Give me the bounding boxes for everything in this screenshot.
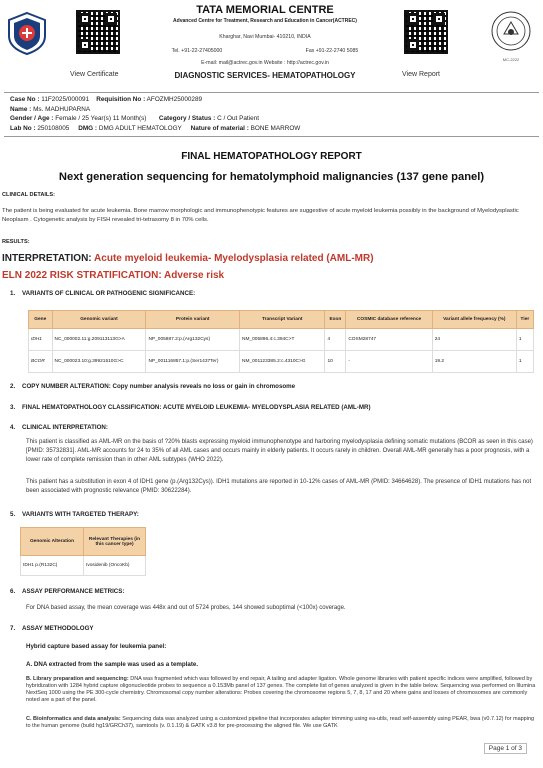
- col-vaf: Variant allele frequency (%): [432, 311, 516, 329]
- section-1-number: 1.: [10, 290, 16, 297]
- report-subtitle: Next generation sequencing for hematolymphoid malignancies (137 gene panel): [58, 171, 485, 183]
- requisition-no: AFOZMH25000289: [146, 96, 203, 103]
- section-6-heading: [10, 588, 124, 595]
- section-3-title: FINAL HEMATOPATHOLOGY CLASSIFICATION: ACUTE MYELOID LEUKEMIA- MYELODYSPLASIA RELATED (AML-MR): [22, 404, 371, 411]
- section-2-title: COPY NUMBER ALTERATION: Copy number analysis reveals no loss or gain in chromosome: [22, 383, 296, 390]
- section-5-title: VARIANTS WITH TARGETED THERAPY:: [22, 511, 139, 518]
- report-title: FINAL HEMATOPATHOLOGY REPORT: [181, 151, 362, 162]
- nabl-seal-icon: [490, 10, 532, 52]
- seal-code: MC-2222: [502, 57, 520, 62]
- section-5-number: 5.: [10, 511, 16, 518]
- shield-logo-icon: [4, 10, 50, 56]
- section-1-title: VARIANTS OF CLINICAL OR PATHOGENIC SIGNIFICANCE:: [22, 290, 196, 297]
- section-7-number: 7.: [10, 625, 16, 632]
- vaf-cell: 19.2: [432, 351, 516, 373]
- tel-number: Tel. +91-22-27405000: [171, 48, 223, 54]
- results-label: RESULTS:: [2, 239, 30, 245]
- clinical-interpretation-p1: This patient is classified as AML-MR on the basis of ?20% blasts expressing myeloid immunophenotype and harboring myelodysplasia defining somatic mutations (BCOR as seen in this case) [PMID: 35732831]. AML-MR accounts for 24 to 35% of all AML cases and occurs mainly in elderly patients. It occurs rarely in children. Overall AML-MR generally has a poor prognosis, with a lower rate of complete remission than in other AML subtypes (WHO 2022).: [26, 439, 533, 464]
- tier-cell: 1: [516, 351, 533, 373]
- table-row: [21, 556, 146, 576]
- hospital-subtitle: Advanced Centre for Treatment, Research and Education in Cancer(ACTREC): [173, 18, 357, 24]
- dmg-label: DMG :: [78, 124, 98, 132]
- col-cosmic: COSMIC database reference: [346, 311, 432, 329]
- col-exon: Exon: [325, 311, 346, 329]
- material-label: Nature of material :: [190, 124, 249, 132]
- col-tier: Tier: [516, 311, 533, 329]
- genomic-cell: NC_000002.11:g.209113113G>A: [52, 329, 146, 351]
- accreditation-seal: [490, 10, 532, 60]
- section-7-title: ASSAY METHODOLOGY: [22, 625, 94, 632]
- clinical-details-text: The patient is being evaluated for acute leukemia. Bone marrow morphologic and immunophenotypic features are suggestive of acute myeloid leukemia possibly in the background of Myelodysplastic Neoplasm . Cytogenetic analysis by FISH revealed tri-tetrasomy 8 in 70% cells.: [2, 208, 519, 224]
- exon-cell: 10: [325, 351, 346, 373]
- assay-metrics-text: For DNA based assay, the mean coverage was 448x and out of 5724 probes, 144 showed suboptimal (<100x) coverage.: [26, 605, 346, 611]
- transcript-cell: NM_005896.4:c.394C>T: [239, 329, 324, 351]
- section-7-heading: [10, 625, 94, 632]
- col-genomic-alteration: Genomic Alteration: [21, 528, 84, 556]
- gender-age: Female / 25 Year(s) 11 Month(s): [55, 115, 147, 122]
- gender-label: Gender / Age :: [10, 115, 54, 122]
- section-6-title: ASSAY PERFORMANCE METRICS:: [22, 588, 125, 595]
- table-row: [29, 351, 534, 373]
- department-title: DIAGNOSTIC SERVICES- HEMATOPATHOLOGY: [174, 71, 356, 80]
- vaf-cell: 24: [432, 329, 516, 351]
- section-4-title: CLINICAL INTERPRETATION:: [22, 424, 108, 431]
- section-2-heading: [10, 383, 295, 390]
- name-label: Name :: [10, 105, 32, 113]
- methodology-c-label: C. Bioinformatics and data analysis:: [26, 716, 121, 722]
- view-certificate-link[interactable]: View Certificate: [70, 71, 119, 78]
- dmg-value: DMG ADULT HEMATOLOGY: [98, 124, 182, 132]
- methodology-c-text: Sequencing data was analyzed using a customized pipeline that incorporates adapter trimming using ea-utils, read self-assembly using PEAR, bwa (v0.7.12) for mapping to the human genome (build hg19/GRCh37), samtools (v. 0.1.19) & GATK v3.8 for pre-processing the aligned file. We use GATK: [26, 716, 535, 729]
- email-website[interactable]: E-mail: mail@actrec.gov.in Website : http://actrec.gov.in: [201, 60, 329, 66]
- therapy-cell: Ivosidenib (OncoKb): [84, 556, 146, 576]
- interpretation-value: Acute myeloid leukemia- Myelodysplasia related (AML-MR): [94, 253, 374, 264]
- clinical-details-label: CLINICAL DETAILS:: [2, 192, 55, 198]
- hospital-address: Kharghar, Navi Mumbai- 410210, INDIA: [219, 34, 311, 40]
- section-3-heading: [10, 404, 371, 411]
- col-genomic: Genomic variant: [52, 311, 146, 329]
- lab-no: 250108005: [37, 124, 70, 132]
- transcript-cell: NM_001123385.2:c.4310C>G: [239, 351, 324, 373]
- section-4-number: 4.: [10, 424, 16, 431]
- interpretation: [2, 253, 374, 264]
- variants-table: [28, 310, 534, 373]
- fax-number: Fax +91-22-2740 5085: [305, 48, 359, 54]
- table-row: [29, 329, 534, 351]
- patient-name: Ms. MADHUPARNA: [33, 105, 91, 113]
- section-1-heading: [10, 290, 195, 297]
- section-4-heading: [10, 424, 108, 431]
- gene-cell: BCOR: [29, 351, 53, 373]
- hospital-name: TATA MEMORIAL CENTRE: [196, 4, 334, 16]
- alteration-cell: IDH1 p.(R132C): [21, 556, 84, 576]
- category-status: C / Out Patient: [217, 115, 260, 122]
- section-5-heading: [10, 511, 139, 518]
- category-label: Category / Status :: [158, 115, 216, 122]
- methodology-b: [26, 676, 540, 704]
- methodology-a: A. DNA extracted from the sample was used as a template.: [26, 661, 199, 668]
- case-no: 11F2025/000091: [41, 96, 90, 103]
- cosmic-cell: -: [346, 351, 432, 373]
- view-report-link[interactable]: View Report: [402, 71, 441, 78]
- patient-info: [10, 96, 530, 134]
- methodology-b-text: DNA was fragmented which was followed by end repair, A tailing and adapter ligation. Whole genome libraries with patient specific indices were amplified, followed by hybridization with 1284 hybrid capture oligonucleotide probes to sequence a 0.153Mb panel of 137 genes. The complete list of genes analyzed is given in the table below. Sequencing was performed on Illumina NextSeq 1000 using the PE 300-cycle chemistry. Chromosomal copy number alterations: Probes covering the chromosome regions 5, 7, 8, 17 and 20 where gains and losses of chromosomes are commonly noted are a part of the panel.: [26, 676, 536, 703]
- col-transcript: Transcript Variant: [239, 311, 324, 329]
- exon-cell: 4: [325, 329, 346, 351]
- col-relevant-therapies: Relevant Therapies (in this cancer type): [84, 528, 146, 556]
- certificate-qr-code[interactable]: [76, 10, 120, 54]
- lab-label: Lab No :: [10, 124, 36, 132]
- contact-line: [130, 48, 400, 54]
- tmc-logo: [4, 10, 50, 56]
- protein-cell: NP_005887.2:p.(Arg132Cys): [146, 329, 240, 351]
- col-protein: Protein variant: [146, 311, 240, 329]
- tier-cell: 1: [516, 329, 533, 351]
- gene-cell: IDH1: [29, 329, 53, 351]
- section-2-number: 2.: [10, 383, 16, 390]
- requisition-label: Requisition No :: [96, 96, 146, 103]
- genomic-cell: NC_000023.10:g.39921510G>C: [52, 351, 146, 373]
- col-gene: Gene: [29, 311, 53, 329]
- section-6-number: 6.: [10, 588, 16, 595]
- therapy-table: [20, 527, 146, 576]
- protein-cell: NP_001116857.1:p.(Ser1437Ter): [146, 351, 240, 373]
- report-qr-code[interactable]: [404, 10, 448, 54]
- section-3-number: 3.: [10, 404, 16, 411]
- methodology-b-label: B. Library preparation and sequencing:: [26, 676, 129, 682]
- interpretation-label: INTERPRETATION:: [2, 253, 92, 264]
- case-no-label: Case No :: [10, 96, 40, 103]
- material-value: BONE MARROW: [250, 124, 301, 132]
- clinical-interpretation-p2: This patient has a substitution in exon 4 of IDH1 gene (p.(Arg132Cys)). IDH1 mutations are reported in 10-12% cases of AML-MR (PMID: 34664628). The presence of IDH1 mutations has not been associated with prognostic relevance (PMID: 30622284).: [26, 479, 532, 495]
- page-number: Page 1 of 3: [484, 743, 527, 754]
- methodology-c: [26, 716, 540, 730]
- cosmic-cell: COSM28747: [346, 329, 432, 351]
- methodology-heading: Hybrid capture based assay for leukemia panel:: [26, 643, 167, 650]
- eln-risk: ELN 2022 RISK STRATIFICATION: Adverse risk: [2, 270, 225, 281]
